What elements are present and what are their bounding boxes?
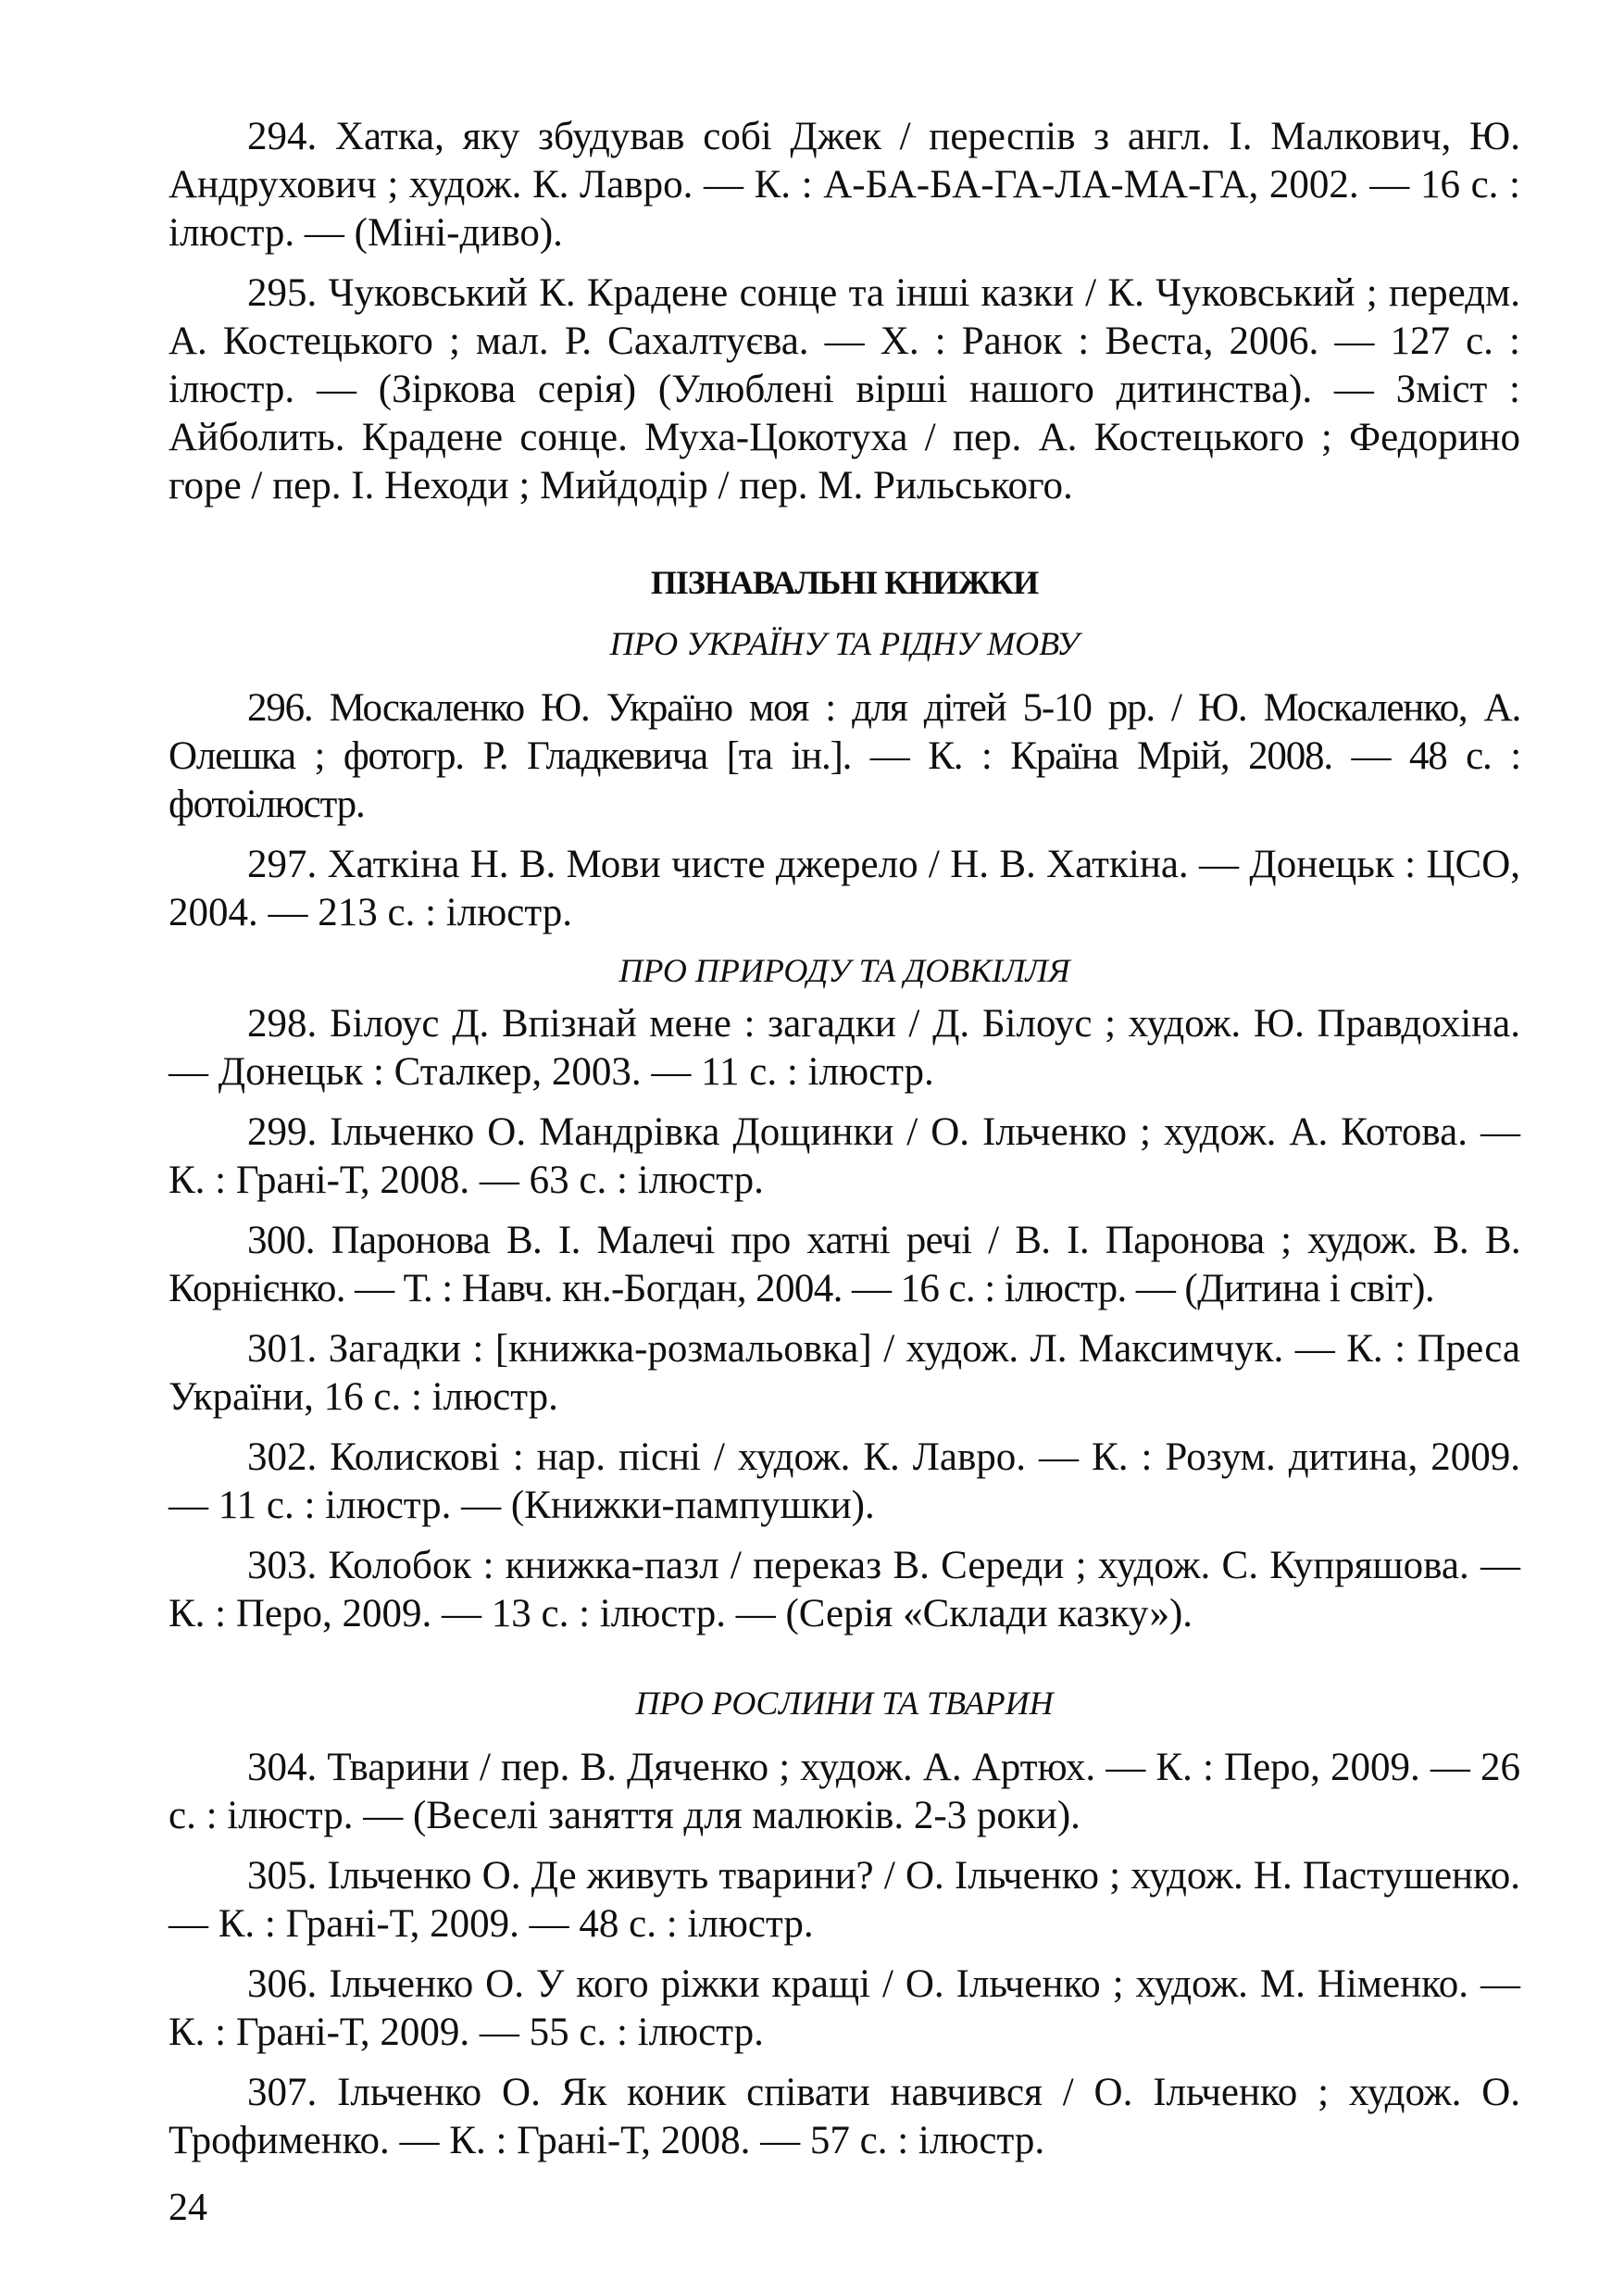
bibliography-entry-296: 296. Москаленко Ю. Україно моя : для дітей 5-10 рр. / Ю. Москаленко, А. Олешка ; фотогр. Р. Гладкевича [та ін.]. — К. : Країна Мрій, 2008. — 48 с. : фотоілюстр. (169, 686, 1520, 826)
bibliography-entry-298: 298. Білоус Д. Впізнай мене : загадки / Д. Білоус ; худож. Ю. Правдохіна. — Донецьк : Сталкер, 2003. — 11 с. : ілюстр. (169, 1002, 1520, 1094)
bibliography-entry-303: 303. Колобок : книжка-пазл / переказ В. Середи ; худож. С. Купряшова. — К. : Перо, 2009. — 13 с. : ілюстр. — (Серія «Склади казку»). (169, 1544, 1520, 1635)
bibliography-entry-306: 306. Ільченко О. У кого ріжки кращі / О. Ільченко ; худож. М. Німенко. — К. : Грані-Т, 2009. — 55 с. : ілюстр. (169, 1962, 1520, 2054)
bibliography-entry-304: 304. Тварини / пер. В. Дяченко ; худож. А. Артюх. — К. : Перо, 2009. — 26 с. : ілюстр. — (Веселі заняття для малюків. 2-3 роки). (169, 1746, 1520, 1837)
bibliography-entry-300: 300. Паронова В. І. Малечі про хатні речі / В. І. Паронова ; худож. В. В. Корнієнко. — Т. : Навч. кн.-Богдан, 2004. — 16 с. : ілюстр. — (Дитина і світ). (169, 1219, 1520, 1310)
page-number: 24 (169, 2186, 207, 2229)
subsection-title-nature: ПРО ПРИРОДУ ТА ДОВКІЛЛЯ (618, 952, 1070, 989)
subsection-title-plants-animals: ПРО РОСЛИНИ ТА ТВАРИН (635, 1685, 1054, 1722)
subsection-title-ukraine: ПРО УКРАЇНУ ТА РІДНУ МОВУ (609, 625, 1080, 662)
bibliography-entry-299: 299. Ільченко О. Мандрівка Дощинки / О. Ільченко ; худож. А. Котова. — К. : Грані-Т, 2008. — 63 с. : ілюстр. (169, 1110, 1520, 1202)
bibliography-entry-297: 297. Хаткіна Н. В. Мови чисте джерело / Н. В. Хаткіна. — Донецьк : ЦСО, 2004. — 213 с. : ілюстр. (169, 843, 1520, 934)
bibliography-entry-302: 302. Колискові : нар. пісні / худож. К. Лавро. — К. : Розум. дитина, 2009. — 11 с. : ілюстр. — (Книжки-пампушки). (169, 1435, 1520, 1527)
bibliography-entry-301: 301. Загадки : [книжка-розмальовка] / худож. Л. Максимчук. — К. : Преса України, 16 с. : ілюстр. (169, 1327, 1520, 1419)
bibliography-entry-294: 294. Хатка, яку збудував собі Джек / переспів з англ. І. Малкович, Ю. Андрухович ; худож. К. Лавро. — К. : А-БА-БА-ГА-ЛА-МА-ГА, 2002. — 16 с. : ілюстр. — (Міні-диво). (169, 115, 1520, 255)
bibliography-entry-295: 295. Чуковський К. Крадене сонце та інші казки / К. Чуковський ; передм. А. Костецького ; мал. Р. Сахалтуєва. — Х. : Ранок : Веста, 2006. — 127 с. : ілюстр. — (Зіркова серія) (Улюблені вірші нашого дитинства). — Зміст : Айболить. Крадене сонце. Муха-Цокотуха / пер. А. Костецького ; Федорино горе / пер. І. Неходи ; Мийдодір / пер. М. Рильського. (169, 271, 1520, 507)
page-content (169, 113, 1520, 2165)
section-heading: ПІЗНАВАЛЬНІ КНИЖКИ (650, 564, 1039, 601)
bibliography-entry-305: 305. Ільченко О. Де живуть тварини? / О. Ільченко ; худож. Н. Пастушенко. — К. : Грані-Т, 2009. — 48 с. : ілюстр. (169, 1854, 1520, 1946)
bibliography-entry-307: 307. Ільченко О. Як коник співати навчився / О. Ільченко ; худож. О. Трофименко. — К. : Грані-Т, 2008. — 57 с. : ілюстр. (169, 2071, 1520, 2162)
